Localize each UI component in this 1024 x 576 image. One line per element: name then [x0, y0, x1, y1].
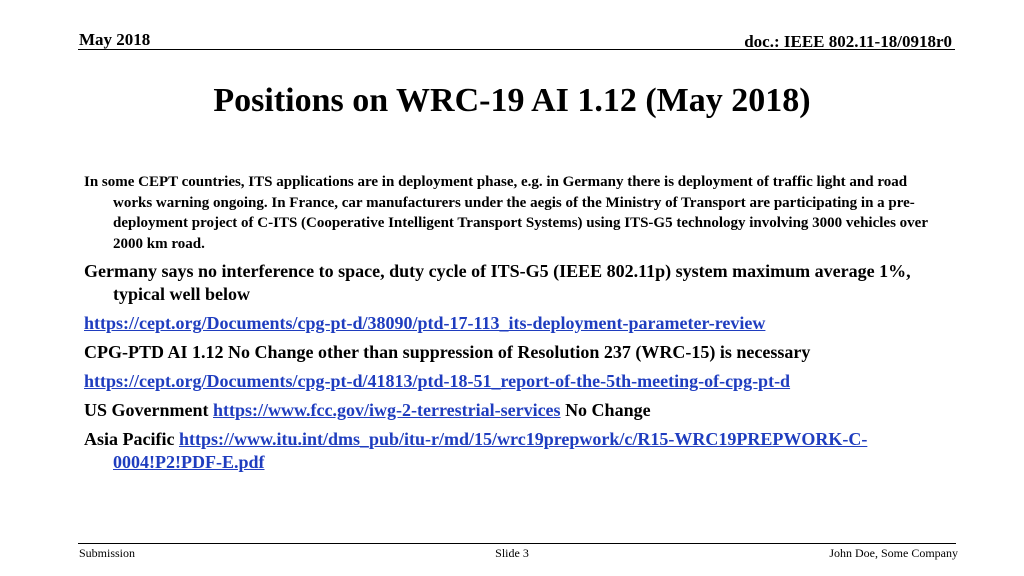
link-cept-cpg-pt-d-report[interactable]: https://cept.org/Documents/cpg-pt-d/41813/ptd-18-51_report-of-the-5th-meeting-of-cpg-pt-d	[84, 371, 791, 391]
paragraph-asia-pacific	[84, 428, 944, 474]
paragraph-link-1	[84, 312, 944, 335]
paragraph-link-2	[84, 370, 944, 393]
paragraph-us-government	[84, 399, 944, 422]
slide-title: Positions on WRC-19 AI 1.12 (May 2018)	[213, 82, 811, 119]
footer-divider	[78, 543, 956, 544]
paragraph-cpg-ptd: CPG-PTD AI 1.12 No Change other than suppression of Resolution 237 (WRC-15) is necessary	[84, 342, 811, 362]
paragraph-cept-deployment: In some CEPT countries, ITS applications are in deployment phase, e.g. in Germany there is deployment of traffic light and road works warning ongoing. In France, car manufacturers under the aegis of the Ministry of Transport are participating in a pre-deployment project of C-ITS (Cooperative Intelligent Transport Systems) using ITS-G5 technology involving 3000 vehicles over 2000 km road.	[84, 174, 928, 252]
us-government-label: US Government	[84, 400, 209, 420]
paragraph-germany: Germany says no interference to space, duty cycle of ITS-G5 (IEEE 802.11p) system maximum average 1%, typical well below	[84, 261, 911, 304]
header-doc-id: doc.: IEEE 802.11-18/0918r0	[744, 32, 952, 51]
footer-submission: Submission	[79, 546, 136, 560]
asia-pacific-label: Asia Pacific	[84, 429, 175, 449]
footer-author: John Doe, Some Company	[829, 546, 958, 560]
slide-body	[84, 172, 944, 474]
us-government-position: No Change	[565, 400, 651, 420]
link-cept-deployment-review[interactable]: https://cept.org/Documents/cpg-pt-d/38090/ptd-17-113_its-deployment-parameter-review	[84, 313, 766, 333]
header-divider	[78, 49, 955, 50]
link-itu-wrc19-prepwork[interactable]: https://www.itu.int/dms_pub/itu-r/md/15/wrc19prepwork/c/R15-WRC19PREPWORK-C-0004!P2!PDF-E.pdf	[113, 429, 868, 472]
header-date: May 2018	[79, 30, 151, 49]
footer-slide-number: Slide 3	[495, 546, 529, 560]
link-fcc-iwg[interactable]: https://www.fcc.gov/iwg-2-terrestrial-services	[213, 400, 561, 420]
